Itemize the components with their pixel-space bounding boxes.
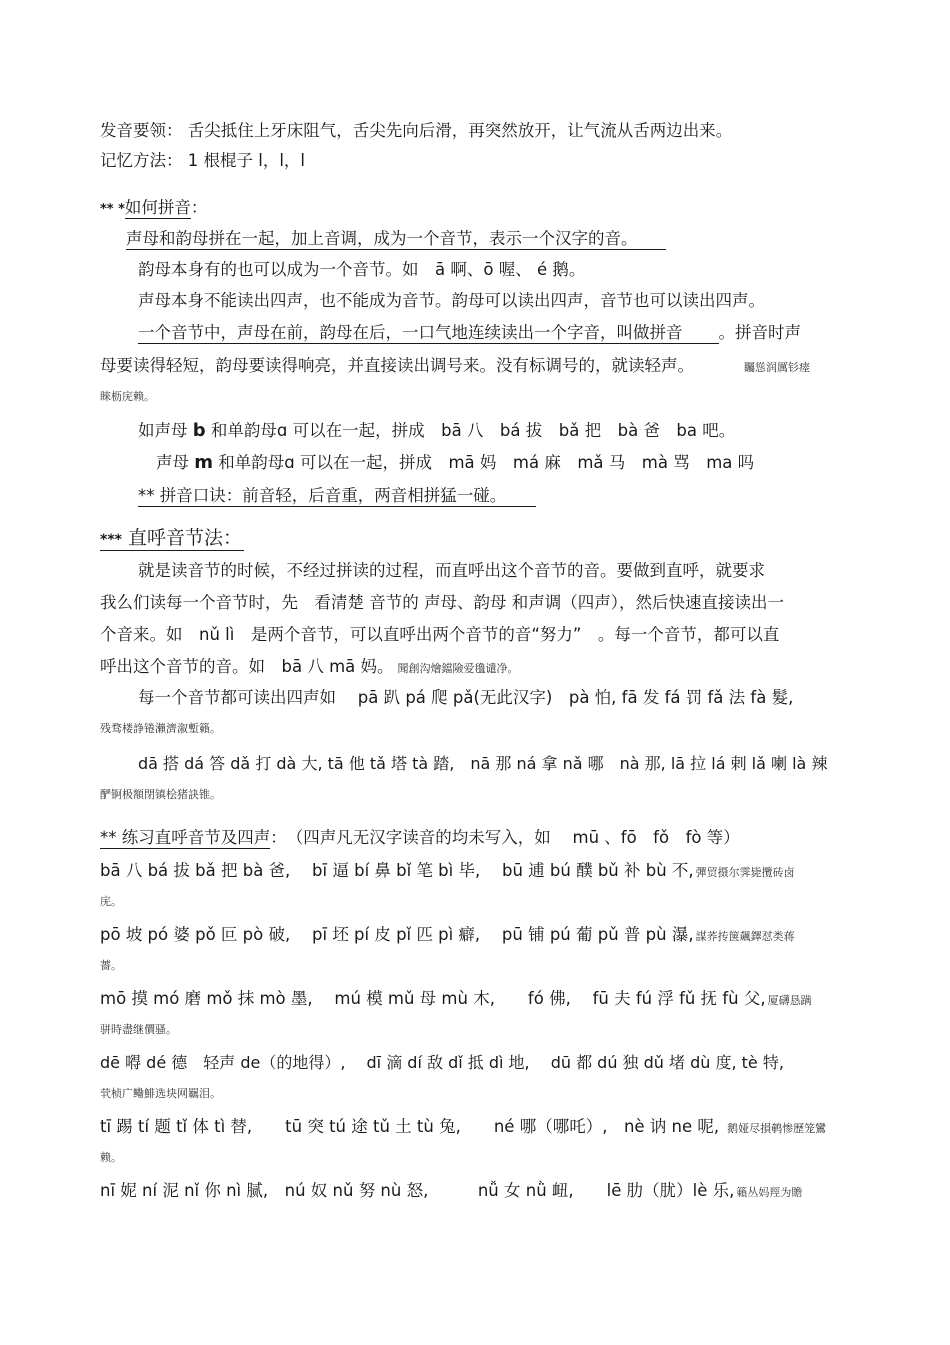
heading-how-to-pinyin — [100, 197, 207, 221]
paragraph-line — [138, 322, 801, 344]
example-prefix: 声母 — [156, 453, 195, 472]
example-text: 和单韵母ɑ 可以在一起，拼成 mā 妈 má 麻 mǎ 马 mà 骂 ma 吗 — [213, 453, 755, 472]
paragraph-line — [100, 355, 810, 377]
garbled-note: 矚慫润厲钐瘗 — [744, 361, 810, 374]
practice-line: dē 嘚 dé 德 轻声 de（的地得）, dī 滴 dí 敌 dǐ 抵 dì 地, dū 都 dú 独 dǔ 堵 dù 度, tè 特, — [100, 1053, 784, 1072]
practice-syllables: pō 坡 pó 婆 pǒ 叵 pò 破, pī 坯 pí 皮 pǐ 匹 pì 癖, pū 铺 pú 葡 pǔ 普 pù 瀑, — [100, 925, 694, 944]
pinyin-definition: 一个音节中，声母在前，韵母在后，一口气地连续读出一个字音，叫做拼音 — [138, 323, 719, 344]
garbled-note: 籟丛妈羥为贍 — [736, 1186, 803, 1199]
paragraph-line: 韵母本身有的也可以成为一个音节。如 ā 啊、ō 喔、 é 鹅。 — [138, 260, 586, 279]
pinyin-rhyme — [138, 485, 536, 507]
heading-stars: *** — [100, 532, 122, 548]
initial-m: m — [194, 452, 214, 473]
memory-method: 记忆方法： 1 根棍子 l，l，l — [100, 151, 305, 170]
practice-syllables: bā 八 bá 拔 bǎ 把 bà 爸, bī 逼 bí 鼻 bǐ 笔 bì 毕, bū 逋 bú 醭 bǔ 补 bù 不, — [100, 861, 694, 880]
garbled-note: 庑。 — [100, 895, 122, 908]
garbled-note: 彈贸摄尔霁毙攬砖卤 — [695, 866, 795, 879]
garbled-note: 薔。 — [100, 959, 122, 972]
practice-note: ： （四声凡无汉字读音的均未写入，如 mū 、fō fǒ fò 等） — [270, 828, 740, 847]
four-tones-line: 每一个音节都可读出四声如 pā 趴 pá 爬 pǎ(无此汉字) pà 怕, fā 发 fá 罚 fǎ 法 fà 髮, — [138, 688, 794, 707]
rhyme-label: ** 拼音口诀 — [138, 486, 226, 505]
practice-syllables: tī 踢 tí 题 tǐ 体 tì 替, tū 突 tú 途 tǔ 土 tù 兔, né 哪（哪吒）, nè 讷 ne 呢, — [100, 1117, 720, 1136]
heading-direct-call — [100, 527, 244, 551]
heading-wrap — [100, 527, 244, 551]
practice-line — [100, 860, 795, 882]
heading-practice — [100, 827, 740, 849]
heading-title: 如何拼音 — [124, 198, 191, 217]
paragraph-line: 我么们读每一个音节时，先 看清楚 音节的 声母、韵母 和声调（四声），然后快速直接读出一 — [100, 593, 784, 612]
paragraph-continuation: 。拼音时声 — [718, 323, 801, 342]
practice-line — [100, 1116, 826, 1138]
paragraph-line: 个音来。如 nǔ lì 是两个音节，可以直呼出两个音节的音“努力” 。每一个音节，都可以直 — [100, 625, 780, 644]
paragraph-text: 呼出这个音节的音。如 bā 八 mā 妈。 — [100, 657, 394, 676]
garbled-note: 残骛楼諍锩瀨濟溆塹籟。 — [100, 722, 221, 735]
heading-stars: ** * — [100, 202, 125, 217]
practice-line — [100, 988, 812, 1010]
garbled-note: 聞創沟燴鐺險爱氇谴净。 — [397, 662, 519, 675]
pronunciation-tip: 发音要领： 舌尖抵住上牙床阻气，舌尖先向后滑，再突然放开，让气流从舌两边出来。 — [100, 121, 733, 140]
rhyme-text-wrap — [138, 486, 536, 507]
paragraph-text: 母要读得轻短，韵母要读得响亮，并直接读出调号来。没有标调号的，就读轻声。 — [100, 356, 694, 375]
example-m-line — [156, 452, 754, 474]
garbled-note: 睞枥庑赖。 — [100, 390, 155, 403]
garbled-note: 骈時盡继價骚。 — [100, 1023, 177, 1036]
garbled-note: 謀荞抟箧飆鐸怼类蒋 — [695, 930, 795, 943]
garbled-note: 鹅娅尽損鹌惨歷笼鸞 — [727, 1122, 827, 1135]
definition-line — [126, 228, 666, 250]
example-prefix: 如声母 — [138, 421, 193, 440]
definition-text: 声母和韵母拼在一起，加上音调，成为一个音节，表示一个汉字的音。 — [126, 229, 666, 250]
paragraph-line: 就是读音节的时候，不经过拼读的过程，而直呼出这个音节的音。要做到直呼，就要求 — [138, 561, 765, 580]
garbled-note: 厦礴恳蹒 — [767, 994, 812, 1007]
garbled-note: 酽锕极額閉镇桧猪訣锥。 — [100, 788, 221, 801]
practice-syllables: nī 妮 ní 泥 nǐ 你 nì 腻, nú 奴 nǔ 努 nù 怒, nǚ 女 nǜ 衄, lē 肋（肬）lè 乐, — [100, 1181, 735, 1200]
paragraph-line: 声母本身不能读出四声，也不能成为音节。韵母可以读出四声，音节也可以读出四声。 — [138, 291, 765, 310]
practice-heading: ** 练习直呼音节及四声 — [100, 828, 271, 847]
practice-line — [100, 1180, 802, 1202]
heading-title: 直呼音节法 — [128, 527, 224, 549]
garbled-note: 赖。 — [100, 1151, 122, 1164]
initial-b: b — [192, 420, 206, 441]
example-b-line — [138, 420, 735, 442]
garbled-note: 茕桢广鳓鯡选块网羈泪。 — [100, 1087, 221, 1100]
paragraph-line — [100, 656, 519, 678]
four-tones-line: dā 搭 dá 答 dǎ 打 dà 大, tā 他 tǎ 塔 tà 踏, nā 那 ná 拿 nǎ 哪 nà 那, lā 拉 lá 剌 lǎ 喇 là 辣 — [138, 754, 828, 773]
example-text: 和单韵母ɑ 可以在一起，拼成 bā 八 bá 拔 bǎ 把 bà 爸 ba 吧。 — [205, 421, 736, 440]
rhyme-text: ：前音轻，后音重，两音相拼猛一碰。 — [225, 486, 507, 505]
practice-line — [100, 924, 795, 946]
heading-colon: ： — [190, 198, 208, 217]
practice-syllables: mō 摸 mó 磨 mǒ 抹 mò 墨, mú 模 mǔ 母 mù 木, fó 佛, fū 夫 fú 浮 fǔ 抚 fù 父, — [100, 989, 766, 1008]
heading-colon: ： — [223, 527, 243, 549]
